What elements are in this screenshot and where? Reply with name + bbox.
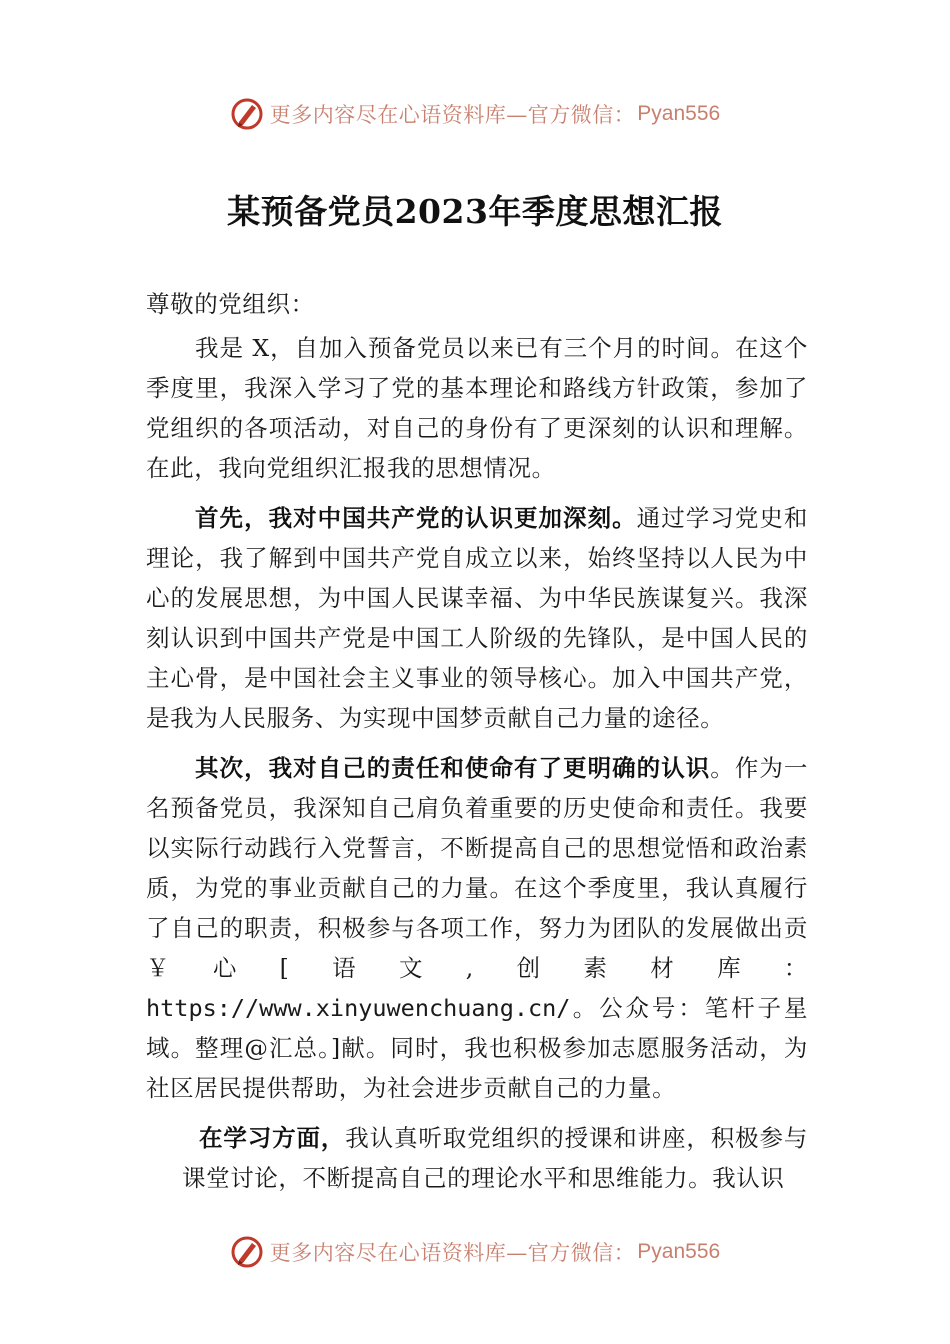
section3-paragraph <box>146 1118 808 1198</box>
salutation: 尊敬的党组织： <box>146 290 315 318</box>
document-title: 某预备党员2023年季度思想汇报 <box>227 192 723 231</box>
section1-body: 通过学习党史和理论，我了解到中国共产党自成立以来，始终坚持以人民为中心的发展思想，为中国人民谋幸福、为中华民族谋复兴。我深刻认识到中国共产党是中国工人阶级的先锋队，是中国人民的主心骨，是中国社会主义事业的领导核心。加入中国共产党，是我为人民服务、为实现中国梦贡献自己力量的途径。 <box>146 504 808 732</box>
section2-body-part1: 。作为一名预备党员，我深知自己肩负着重要的历史使命和责任。我要以实际行动践行入党誓言，不断提高自己的思想觉悟和政治素质，为党的事业贡献自己的力量。在这个季度里，我认真履行了自己的职责，积极参与各项工作，努力为团队的发展做出贡￥心[语文,创素材库： <box>146 754 808 982</box>
document-body <box>146 284 808 1208</box>
watermark-text: 更多内容尽在心语资料库—官方微信： <box>269 103 636 127</box>
watermark-wechat-id: Pyan556 <box>637 102 721 125</box>
section2-paragraph <box>146 748 808 1108</box>
section2-body-part2: 。公众号：笔杆子星域。整理@汇总。]献。同时，我也积极参加志愿服务活动，为社区居民提供帮助，为社会进步贡献自己的力量。 <box>146 994 808 1102</box>
watermark-banner-bottom <box>0 1230 950 1274</box>
section1-paragraph <box>146 498 808 738</box>
intro-paragraph: 我是 X，自加入预备党员以来已有三个月的时间。在这个季度里，我深入学习了党的基本理论和路线方针政策，参加了党组织的各项活动，对自己的身份有了更深刻的认识和理解。在此，我向党组织汇报我的思想情况。 <box>146 334 808 482</box>
section3-lead: 在学习方面， <box>199 1124 346 1152</box>
section2-url: https://www.xinyuwenchuang.cn/ <box>146 994 571 1022</box>
pen-circle-logo-icon <box>230 97 264 131</box>
section2-lead: 其次，我对自己的责任和使命有了更明确的认识 <box>195 754 711 782</box>
pen-circle-logo-icon <box>230 1235 264 1269</box>
watermark-text: 更多内容尽在心语资料库—官方微信： <box>269 1241 636 1265</box>
section3-body: 我认真听取党组织的授课和讲座，积极参与课堂讨论，不断提高自己的理论水平和思维能力。我认识 <box>182 1124 808 1192</box>
watermark-banner-top <box>0 92 950 136</box>
section1-lead: 首先，我对中国共产党的认识更加深刻。 <box>195 504 637 532</box>
watermark-wechat-id: Pyan556 <box>637 1240 721 1263</box>
